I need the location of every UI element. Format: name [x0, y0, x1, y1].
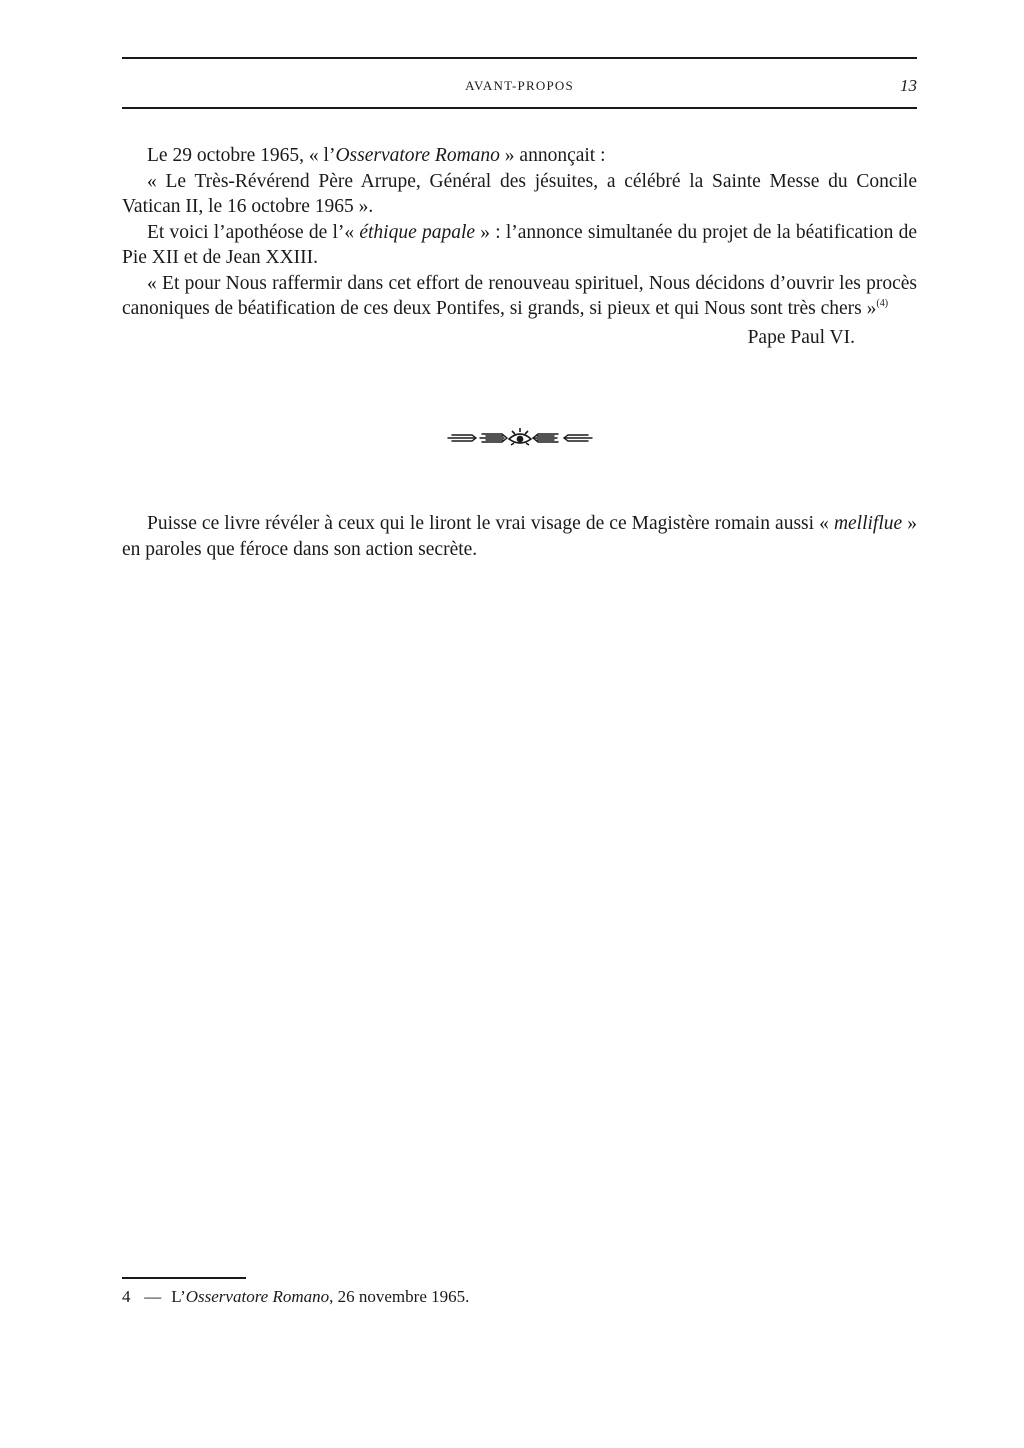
emphasis-ethique-papale: éthique papale [359, 221, 476, 243]
paragraph-1-start: Le 29 octobre 1965, « l’ [147, 145, 336, 166]
paragraph-1-end: » annonçait : [499, 145, 606, 166]
footnote-newspaper-title: Osservatore Romano [185, 1287, 330, 1306]
header-bottom-rule [122, 107, 917, 109]
header-top-rule [122, 57, 917, 59]
footnote-rule [122, 1277, 246, 1279]
footnote-end: , 26 novembre 1965. [329, 1287, 470, 1306]
footnote-number: 4 [122, 1287, 131, 1306]
running-head-title: AVANT-PROPOS [465, 78, 574, 93]
signature: Pape Paul VI. [747, 326, 855, 348]
closing-end: » en paroles que féroce dans son action secrète. [122, 513, 917, 560]
footnote-dash: — [144, 1287, 162, 1306]
paragraph-3-end: » : l’annonce simultanée du projet de la béatification de Pie XII et de Jean XXIII. [122, 221, 917, 268]
footnote-start: L’ [171, 1287, 186, 1306]
newspaper-title: Osservatore Romano [335, 145, 500, 166]
closing-paragraph [122, 511, 917, 562]
footnote [122, 1285, 917, 1309]
emphasis-melliflue: melliflue [833, 513, 903, 534]
body-text [122, 143, 917, 350]
paragraph-2: « Le Très-Révérend Père Arrupe, Général des jésuites, a célébré la Sainte Messe du Concile Vatican II, le 16 octobre 1965 ». [122, 170, 917, 217]
closing-start: Puisse ce livre révéler à ceux qui le liront le vrai visage de ce Magistère romain aussi « [147, 513, 834, 534]
footnote-reference: (4) [876, 298, 889, 309]
paragraph-3 [122, 220, 917, 271]
quotation-text: « Et pour Nous raffermir dans cet effort de renouveau spirituel, Nous décidons d’ouvrir les procès canoniques de béatification de ces deux Pontifes, si grands, si pieux et qui Nous sont très chers » [122, 272, 917, 319]
page-number: 13 [900, 76, 917, 95]
closing-paragraph-block [122, 511, 917, 562]
eye-fleuron-icon [446, 425, 594, 451]
paragraph-1 [122, 143, 917, 169]
paragraph-4 [122, 271, 917, 322]
paragraph-3-start: Et voici l’apothéose de l’« [147, 221, 360, 243]
running-head [122, 74, 917, 98]
